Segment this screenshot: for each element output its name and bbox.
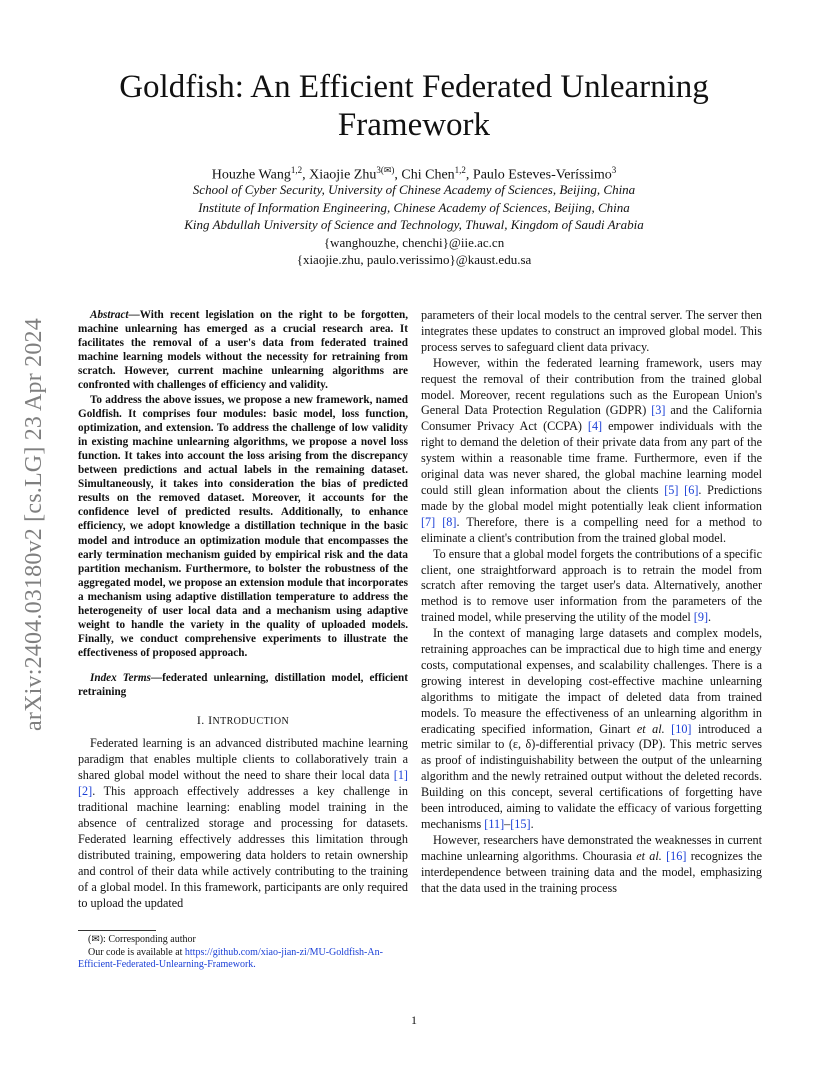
citation-link[interactable]: [2] [78,784,93,799]
author-name: Houzhe Wang [211,167,291,183]
affiliation-line: King Abdullah University of Science and Technology, Thuwal, Kingdom of Saudi Arabia [184,217,644,232]
abstract-paragraph-1: —With recent legislation on the right to be forgotten, machine unlearning has emerged as a crucial research area. It facilitates the removal of a user's data from federated trained machine learning models without the necessity for retraining from scratch. However, current machine unlearning algorithms are confronted with challenges of efficiency and validity. [78,309,408,392]
index-terms [78,671,408,699]
paper-title [60,68,768,144]
citation-link[interactable]: [16] [666,848,687,863]
citation-link[interactable]: [1] [393,768,408,783]
citation-link[interactable]: [3] [651,403,666,418]
footnote-corresponding-author: (✉): Corresponding author [88,934,196,945]
citation-link[interactable]: [7] [421,514,436,529]
title-line-2: Framework [337,107,491,143]
citation-link[interactable]: [8] [442,514,457,529]
author-affil-mark: 3 [611,165,617,175]
abstract [78,308,408,660]
affiliations [60,181,768,269]
arxiv-identifier [16,286,52,762]
body-paragraph: parameters of their local models to the central server. The server then integrates these updates to construct an improved global model. This process serves to safeguard client data privacy. [421,308,762,354]
title-line-1: Goldfish: An Efficient Federated Unlearning [119,69,709,105]
email-line: {wanghouzhe, chenchi}@iie.ac.cn [323,234,505,250]
page-number: 1 [411,1013,417,1027]
citation-link[interactable]: [5] [664,482,679,497]
body-paragraph: However, within the federated learning framework, users may request the removal of their contribution from the trained global model. Moreover, recent regulations such as the European Union's General Data Protection Regulation (GDPR) [3] and the California Consumer Privacy Act (CCPA) [4] empower individuals with the right to demand the deletion of their private data from any part of the system within a reasonable time frame. Furthermore, even if the original data was never shared, the global machine learning model could still glean information about the clients [5] [6]. Predictions made by the global model might potentially leak client information [7] [8]. Therefore, there is a compelling need for a method to eliminate a client's contribution from the trained global model. [421,355,763,545]
author-name: Paulo Esteves-Veríssimo [472,167,612,183]
citation-link[interactable]: [4] [587,419,603,434]
citation-link[interactable]: [6] [684,482,699,497]
citation-link[interactable]: [11] [484,817,505,831]
body-paragraph: In the context of managing large datasets and complex models, retraining approaches can be impractical due to high time and energy costs, computational expenses, and scalability challenges. There is a growing interest in developing cost-effective machine unlearning algorithms to mitigate the impact of deleted data from trained models. To measure the effectiveness of an unlearning algorithm in eradicating specified information, Ginart et al. [10] introduced a metric similar to (ε, δ)-differential privacy (DP). This metric serves as proof of indistinguishability between the output of the unlearning algorithm and the newly retrained output without the deleted records. Building on this concept, several certifications of forgetting have been introduced, aiming to validate the efficacy of various forgetting mechanisms [11]–[15]. [421,626,763,831]
footnotes [78,934,408,972]
intro-paragraph-1: Federated learning is an advanced distributed machine learning paradigm that enables multiple clients to collaboratively train a shared global model without the need to share their local data [1] [2]. This approach effectively addresses a key challenge in traditional machine learning: enabling model training in the absence of centralized storage and processing for datasets. Federated learning effectively addresses this limitation through distributed training, empowering data holders to retain ownership and control of their data while actively contributing to the training of a global model. In this framework, participants are only required to upload the updated [78,736,408,910]
abstract-paragraph-2: To address the above issues, we propose a new framework, named Goldfish. It comprises four modules: basic model, loss function, optimization, and extension. To address the challenge of low validity in existing machine unlearning algorithms, we propose a novel loss function. It takes into account the loss arising from the discrepancy between predictions and actual labels in the remaining dataset. Simultaneously, it takes into consideration the bias of predicted results on the removed dataset. Moreover, it accounts for the confidence level of predicted results. Additionally, to enhance efficiency, we adopt knowledge a distillation technique in the basic model and introduce an optimization module that encompasses the early termination mechanism guided by empirical risk and the data partition mechanism. Furthermore, to bolster the robustness of the aggregated model, we propose an extension module that incorporates a mechanism using adaptive distillation temperature to address the heterogeneity of user local data and a mechanism using adaptive weight to handle the variety in the quality of uploaded models. Finally, we conduct comprehensive experiments to illustrate the effectiveness of proposed approach. [78,393,408,660]
left-column [78,308,408,911]
section-heading-introduction: I. INTRODUCTION [196,712,290,727]
affiliation-line: School of Cyber Security, University of Chinese Academy of Sciences, Beijing, China [192,182,636,197]
footnote-code: Our code is available at https://github.com/xiao-jian-zi/MU-Goldfish-An-Efficient-Federated-Unlearning-Framework. [78,946,383,970]
author-affil-mark: 3(✉) [376,165,395,175]
author-affil-mark: 1,2 [454,165,466,175]
author-name: Chi Chen [401,167,455,183]
code-repository-link[interactable]: https://github.com/xiao-jian-zi/MU-Goldfish-An-Efficient-Federated-Unlearning-Framework. [78,946,383,970]
body-paragraph: However, researchers have demonstrated the weaknesses in current machine unlearning algorithms. Chourasia et al. [16] recognizes the interdependence between training data and the model, emphasizing that the data used in the training process [421,832,763,895]
affiliation-line: Institute of Information Engineering, Chinese Academy of Sciences, Beijing, China [198,199,630,215]
author-affil-mark: 1,2 [290,165,303,175]
right-column [421,308,762,897]
index-terms-text: —federated unlearning, distillation model, efficient retraining [78,672,408,699]
abstract-label: Abstract [90,309,129,321]
author-name: Xiaojie Zhu [309,167,377,183]
arxiv-identifier-text: arXiv:2404.03180v2 [cs.LG] 23 Apr 2024 [20,317,47,731]
index-terms-label: Index Terms [90,672,151,685]
citation-link[interactable]: [10] [671,721,692,736]
citation-link[interactable]: [9] [693,610,709,625]
author-list: Houzhe Wang$^{1,2}$, Xiaojie Zhu$^{3(✉)}$, Chi Chen$^{1,2}$, Paulo Esteves-Veríssimo$^3$ [211,165,617,183]
email-line: {xiaojie.zhu, paulo.verissimo}@kaust.edu.sa [296,252,532,267]
citation-link[interactable]: [15] [510,817,531,831]
body-paragraph: To ensure that a global model forgets the contributions of a specific client, one straightforward approach is to retrain the model from scratch after removing the target user's data. Alternatively, another method is to remove user information from the parameters of the trained model, while preserving the utility of the model [9]. [421,546,762,625]
footnote-divider [78,930,156,931]
